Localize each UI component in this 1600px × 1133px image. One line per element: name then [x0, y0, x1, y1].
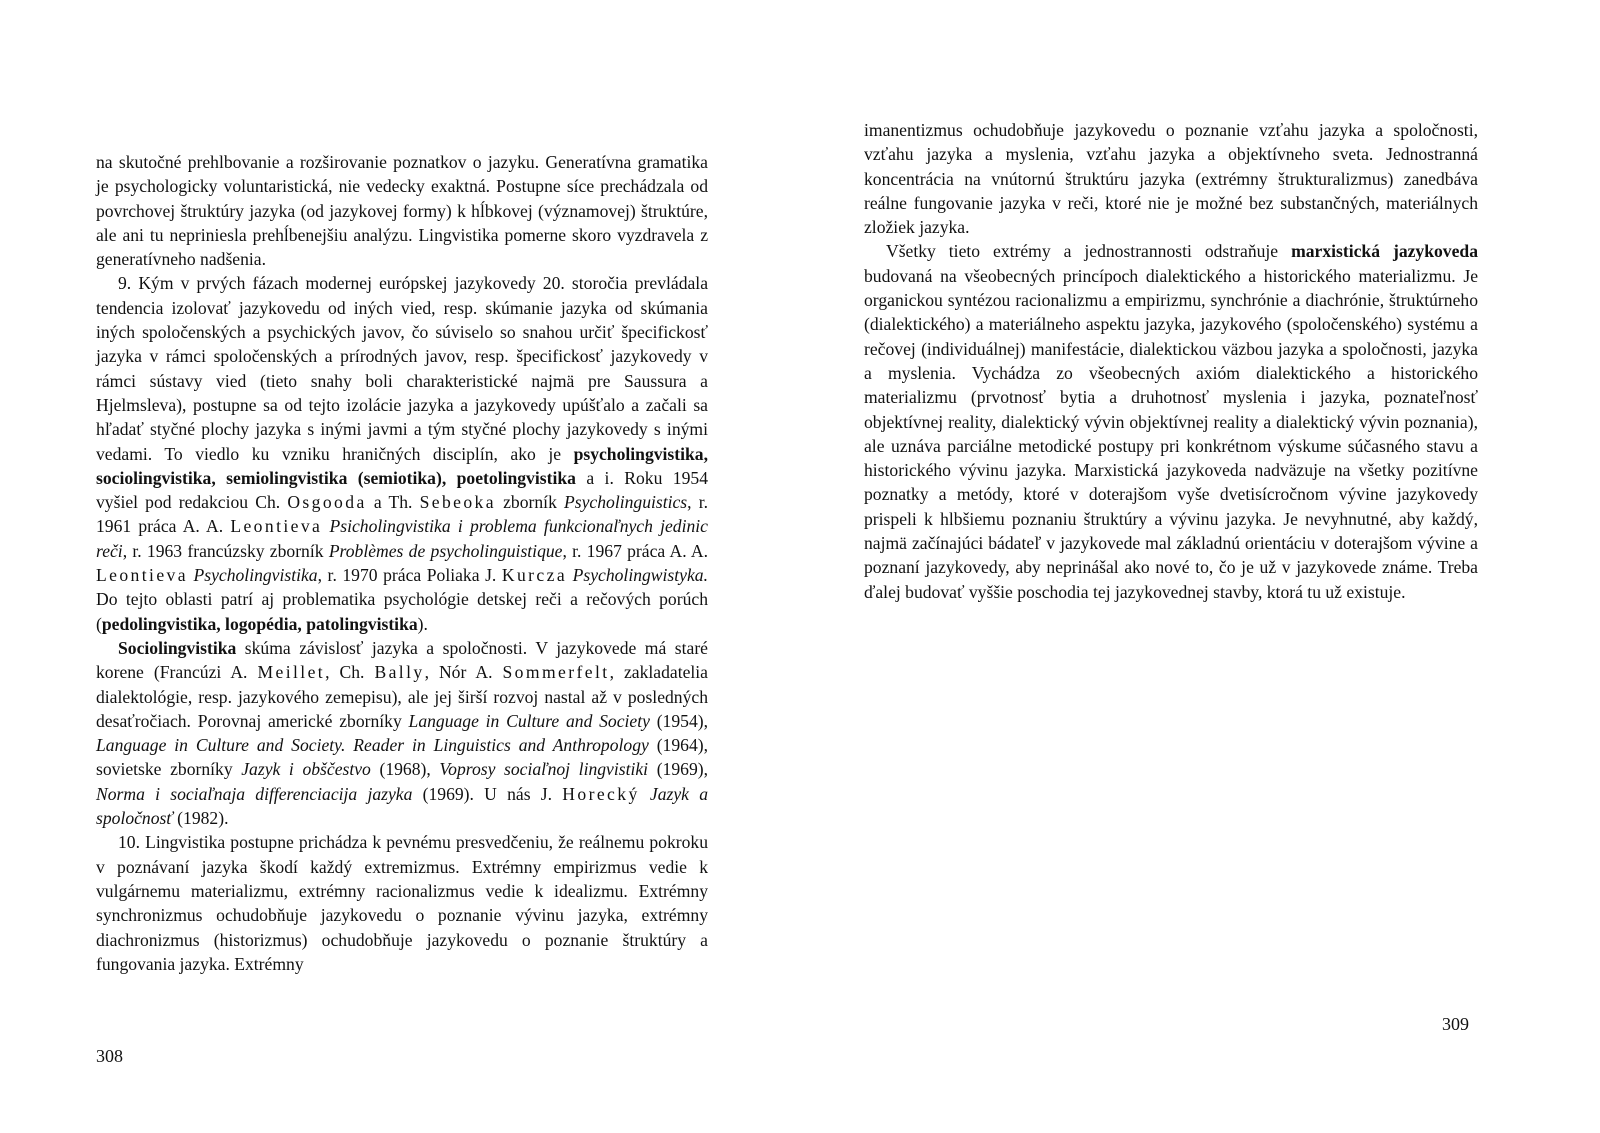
italic-title: Voprosy sociaľnoj lingvistiki — [439, 759, 649, 780]
text-run — [640, 784, 650, 804]
right-page-body — [864, 118, 1478, 604]
paragraph — [96, 271, 708, 635]
spaced-name: Kurcza — [501, 565, 568, 586]
text-run: , r. 1963 francúzsky zborník — [122, 540, 329, 561]
text-run: (1969). U nás J. — [412, 783, 563, 804]
italic-title: Psycholinguistics — [564, 492, 688, 513]
text-run: Všetky tieto extrémy a jednostrannosti odstraňuje — [886, 241, 1292, 262]
text-run: , Nór A. — [424, 662, 503, 683]
paragraph — [96, 636, 708, 830]
bold-term: psycholingvistika, sociolingvistika, semiolingvistika (semiotika), poetolingvistika — [96, 443, 708, 488]
spaced-name: Meillet — [257, 662, 326, 683]
spaced-name: Bally — [374, 662, 425, 683]
italic-title: Language in Culture and Society. Reader in Linguistics and Anthropology — [96, 735, 649, 756]
italic-title: Psycholingwistyka. — [572, 565, 708, 586]
text-run: a Th. — [366, 492, 420, 513]
bold-term: pedolingvistika, logopédia, patolingvistika — [101, 613, 418, 634]
italic-title: Norma i sociaľnaja differenciacija jazyka — [96, 783, 413, 804]
text-run: , Ch. — [325, 662, 375, 683]
italic-title: Language in Culture and Society — [408, 710, 650, 731]
left-page-body — [96, 150, 708, 976]
spaced-name: Sebeoka — [419, 492, 496, 513]
paragraph — [96, 150, 708, 271]
spaced-name: Leontieva — [230, 516, 323, 537]
text-run: (1969), — [648, 759, 708, 780]
text-run: ). — [417, 613, 428, 634]
text-run: (1954), — [649, 710, 709, 731]
bold-term: Sociolingvistika — [118, 637, 237, 658]
text-run: na skutočné prehlbovanie a rozširovanie poznatkov o jazyku. Generatívna gramatika je psychologicky voluntaristická, nie vedecky exaktná. Postupne síce prechádzala od povrchovej štruktúry jazyka (od jazykovej formy) k hĺbkovej (významovej) štruktúre, ale ani tu nepriniesla prehĺbenejšiu analýzu. Lingvistika pomerne skoro vyzdravela z generatívneho nadšenia. — [96, 152, 708, 270]
spaced-name: Horecký — [562, 783, 640, 804]
text-run: budovaná na všeobecných princípoch dialektického a historického materializmu. Je organickou syntézou racionalizmu a empirizmu, synchrónie a diachrónie, štruktúrneho (dialektického) a materiálneho aspektu jazyka, jazykového (spoločenského) systému a rečovej (individuálnej) manifestácie, dialektickou väzbou jazyka a spoločnosti, jazyka a myslenia. Vychádza zo všeobecných axióm dialektického a historického materializmu (prvotnosť bytia a druhotnosť myslenia i jazyka, poznateľnosť objektívnej reality, dialektický vývin objektívnej reality a dialektický vývin poznania), ale uznáva parciálne metodické postupy pri konkrétnom výskume súčasného stavu a historického vývinu jazyka. Marxistická jazykoveda nadväzuje na všetky pozitívne poznatky a metódy, ktoré v doterajšom vyše dvetisícročnom vývine jazykovedy prispeli k hlbšiemu poznaniu štruktúry a vývinu jazyka. Je nevyhnutné, aby každý, najmä začínajúci bádateľ v jazykovede mal základnú orientáciu v doterajšom vývine a poznaní jazykovedy, aby neprinášal ako nové to, čo je už v jazykovede známe. Treba ďalej budovať vyššie poschodia tej jazykovednej stavby, ktorá tu už existuje. — [864, 265, 1478, 602]
right-page-number: 309 — [1442, 1014, 1469, 1034]
paragraph — [864, 239, 1478, 603]
text-run: 9. Kým v prvých fázach modernej európskej jazykovedy 20. storočia prevládala tendencia izolovať jazykovedu od iných vied, resp. skúmanie jazyka od skúmania iných spoločenských a psychických javov, čo súviselo so snahou určiť špecifickosť jazyka v rámci spoločenských a prírodných javov, resp. špecifickosť jazykovedy v rámci sústavy vied (tieto snahy boli charakteristické najmä pre Saussura a Hjelmsleva), postupne sa od tejto izolácie jazyka a jazykovedy upúšťalo a začali sa hľadať styčné plochy jazyka s inými javmi a tým styčné plochy jazykovedy s inými vedami. To viedlo ku vzniku hraničných disciplín, ako je — [96, 273, 708, 464]
text-run: 10. Lingvistika postupne prichádza k pevnému presvedčeniu, že reálnemu pokroku v poznávaní jazyka škodí každý extremizmus. Extrémny empirizmus vedie k vulgárnemu materializmu, extrémny racionalizmus vedie k idealizmu. Extrémny synchronizmus ochudobňuje jazykovedu o poznanie vývinu jazyka, extrémny diachronizmus (historizmus) ochudobňuje jazykovedu o poznanie štruktúry a fungovania jazyka. Extrémny — [96, 832, 708, 974]
text-run: skúma závislosť jazyka a spoločnosti. V jazykovede má staré korene (Francúzi A. — [96, 637, 708, 683]
text-run: (1968), — [370, 759, 440, 780]
text-run: Do tejto oblasti patrí aj problematika psychológie detskej reči a rečových porúch ( — [96, 589, 708, 634]
text-run: , r. 1970 práca Poliaka J. — [317, 565, 502, 586]
italic-title: Psycholingvistika — [193, 565, 318, 586]
text-run: zborník — [495, 492, 565, 513]
paragraph — [864, 118, 1478, 239]
text-run: (1964), sovietske zborníky — [96, 735, 709, 780]
spaced-name: Sommerfelt — [502, 662, 610, 683]
text-run: a i. Roku 1954 vyšiel pod redakciou Ch. — [96, 467, 708, 513]
text-run: , r. 1967 práca A. A. — [562, 540, 708, 561]
spaced-name: Osgooda — [287, 492, 367, 513]
italic-title: Psicholingvistika i problema funkcionaľnych jedinic reči — [96, 516, 708, 561]
text-run: , r. 1961 práca A. A. — [96, 492, 708, 537]
spaced-name: Leontieva — [96, 565, 188, 586]
bold-term: marxistická jazykoveda — [1291, 241, 1478, 262]
text-run: (1982). — [172, 808, 229, 829]
paragraph — [96, 830, 708, 976]
text-run: , zakladatelia dialektológie, resp. jazykového zemepisu), ale jej širší rozvoj nastal až v posledných desaťročiach. Porovnaj americké zborníky — [96, 662, 708, 731]
left-page-number: 308 — [96, 1046, 123, 1066]
italic-title: Jazyk i obščestvo — [241, 759, 371, 780]
text-run: imanentizmus ochudobňuje jazykovedu o poznanie vzťahu jazyka a spoločnosti, vzťahu jazyka a myslenia, vzťahu jazyka a objektívneho sveta. Jednostranná koncentrácia na vnútornú štruktúru jazyka (extrémny štrukturalizmus) zanedbáva reálne fungovanie jazyka v reči, ktoré nie je možné bez substančných, materiálnych zložiek jazyka. — [864, 120, 1478, 238]
italic-title: Problèmes de psycholinguistique — [328, 540, 563, 561]
italic-title: Jazyk a spoločnosť — [96, 783, 708, 829]
